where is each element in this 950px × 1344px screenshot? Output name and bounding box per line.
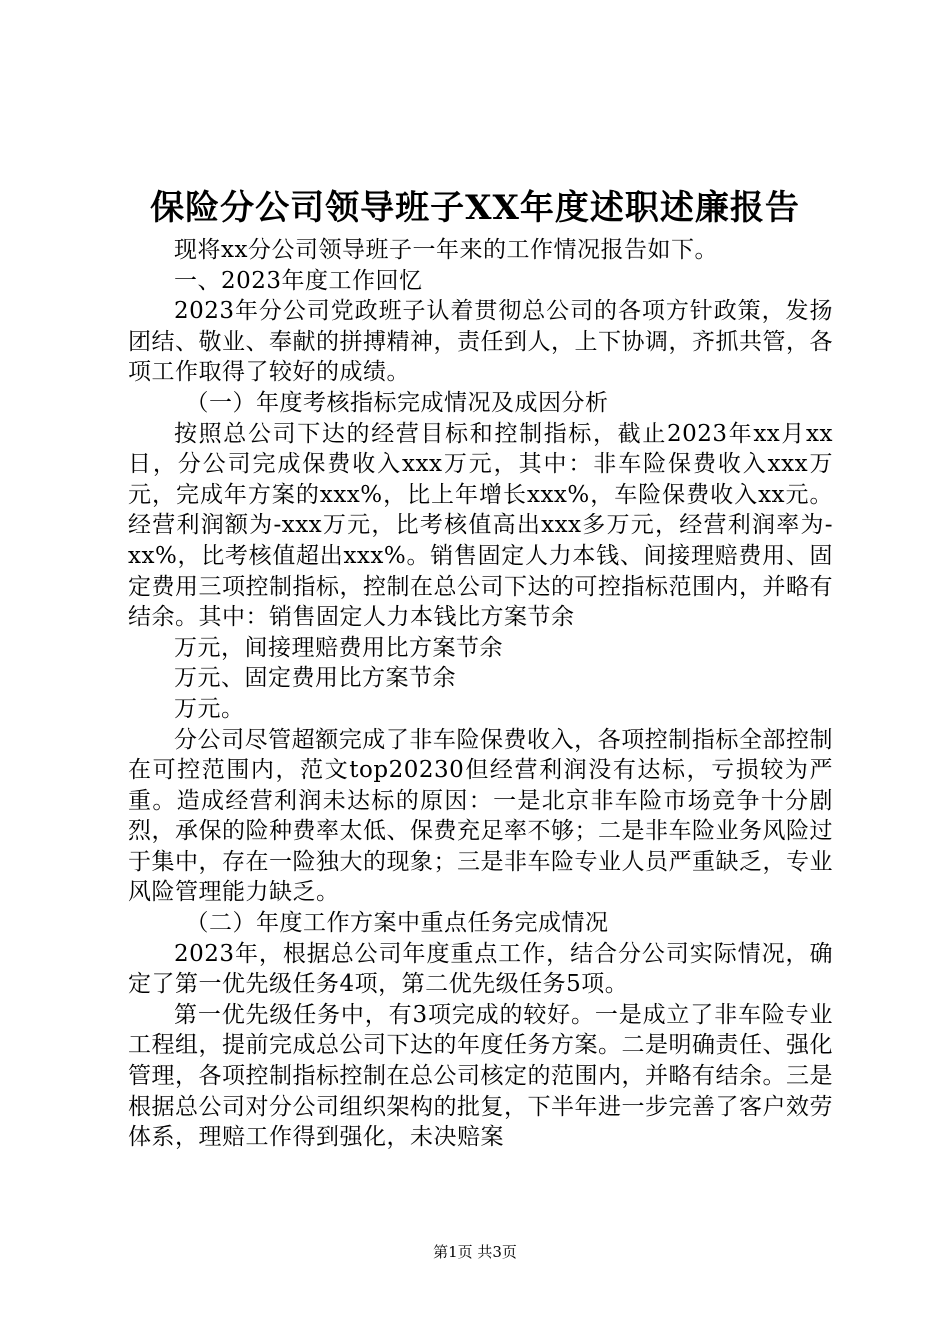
paragraph: 按照总公司下达的经营目标和控制指标，截止2023年xx月xx日，分公司完成保费收入xxx万元，其中：非车险保费收入xxx万元，完成年方案的xxx%，比上年增长xxx%，车险保费收入xx元。经营利润额为-xxx万元，比考核值高出xxx多万元，经营利润率为-xx%，比考核值超出xxx%。销售固定人力本钱、间接理赔费用、固定费用三项控制指标，控制在总公司下达的可控指标范围内，并略有结余。其中：销售固定人力本钱比方案节余 <box>128 420 833 631</box>
document-body <box>128 235 833 1153</box>
page-number-footer: 第1页 共3页 <box>433 1243 517 1261</box>
subsection-heading-1: （一）年度考核指标完成情况及成因分析 <box>185 389 609 416</box>
paragraph-intro: 现将xx分公司领导班子一年来的工作情况报告如下。 <box>174 237 718 263</box>
paragraph: 万元，间接理赔费用比方案节余 <box>174 634 503 661</box>
paragraph: 2023年，根据总公司年度重点工作，结合分公司实际情况，确定了第一优先级任务4项，第二优先级任务5项。 <box>128 940 833 998</box>
subsection-heading-2: （二）年度工作方案中重点任务完成情况 <box>185 910 609 937</box>
document-title: 保险分公司领导班子XX年度述职述廉报告 <box>150 188 800 228</box>
paragraph: 2023年分公司党政班子认着贯彻总公司的各项方针政策，发扬团结、敬业、奉献的拼搏精神，责任到人，上下协调，齐抓共管，各项工作取得了较好的成绩。 <box>128 298 833 386</box>
paragraph: 万元、固定费用比方案节余 <box>174 665 456 692</box>
paragraph: 万元。 <box>174 695 245 722</box>
paragraph: 第一优先级任务中，有3项完成的较好。一是成立了非车险专业工程组，提前完成总公司下达的年度任务方案。二是明确责任、强化管理，各项控制指标控制在总公司核定的范围内，并略有结余。三是根据总公司对分公司组织架构的批复，下半年进一步完善了客户效劳体系，理赔工作得到强化，未决赔案 <box>128 1001 833 1151</box>
paragraph: 分公司尽管超额完成了非车险保费收入，各项控制指标全部控制在可控范围内，范文top20230但经营利润没有达标，亏损较为严重。造成经营利润未达标的原因：一是北京非车险市场竞争十分剧烈，承保的险种费率太低、保费充足率不够；二是非车险业务风险过于集中，存在一险独大的现象；三是非车险专业人员严重缺乏，专业风险管理能力缺乏。 <box>128 726 833 906</box>
section-heading-1: 一、2023年度工作回忆 <box>174 267 423 294</box>
